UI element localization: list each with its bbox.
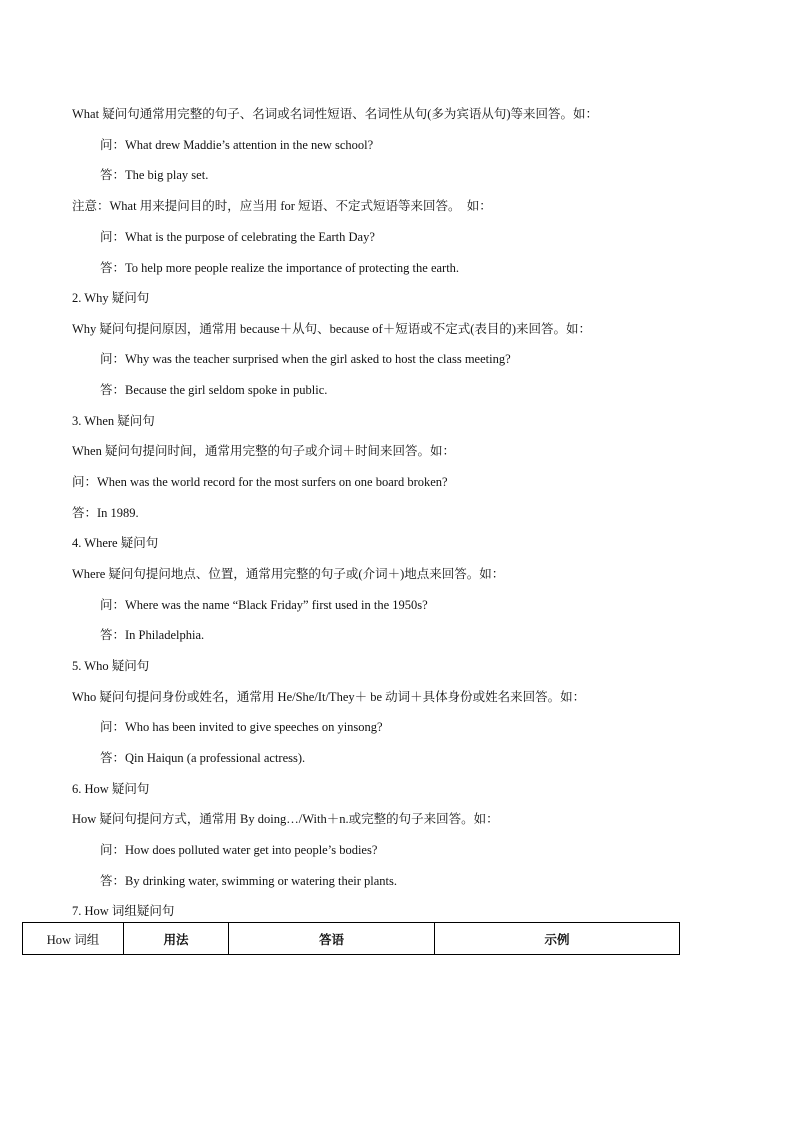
example-answer: 答：In Philadelphia. [100,628,205,642]
section-heading-when: 3. When 疑问句 [72,414,155,428]
paragraph-where-rule: Where 疑问句提问地点、位置，通常用完整的句子或(介词＋)地点来回答。如： [72,567,505,581]
table-header-example: 示例 [435,923,680,955]
table-header-row [23,923,680,955]
example-answer: 答：The big play set. [100,168,209,182]
example-question: 问：Why was the teacher surprised when the girl asked to host the class meeting? [100,352,511,366]
example-answer: 答：In 1989. [72,506,139,520]
table-header-answer: 答语 [229,923,435,955]
example-answer: 答：To help more people realize the importance of protecting the earth. [100,261,460,275]
how-phrase-table [22,922,680,955]
paragraph-how-rule: How 疑问句提问方式，通常用 By doing…/With＋n.或完整的句子来回答。如： [72,812,499,826]
section-heading-how-phrase: 7. How 词组疑问句 [72,904,175,918]
section-heading-how: 6. How 疑问句 [72,782,150,796]
example-question: 问：How does polluted water get into people’s bodies? [100,843,378,857]
section-heading-who: 5. Who 疑问句 [72,659,150,673]
example-question: 问：What is the purpose of celebrating the Earth Day? [100,230,375,244]
example-question: 问：Where was the name “Black Friday” first used in the 1950s? [100,598,428,612]
example-answer: 答：By drinking water, swimming or watering their plants. [100,874,398,888]
example-question: 问：When was the world record for the most surfers on one board broken? [72,475,448,489]
example-answer: 答：Because the girl seldom spoke in public. [100,383,328,397]
example-question: 问：What drew Maddie’s attention in the new school? [100,138,374,152]
paragraph-what-rule: What 疑问句通常用完整的句子、名词或名词性短语、名词性从句(多为宾语从句)等来回答。如： [72,107,599,121]
table-header-how-phrase: How 词组 [23,923,124,955]
paragraph-who-rule: Who 疑问句提问身份或姓名，通常用 He/She/It/They＋ be 动词＋具体身份或姓名来回答。如： [72,690,586,704]
paragraph-note: 注意：What 用来提问目的时，应当用 for 短语、不定式短语等来回答。 如： [72,199,492,213]
paragraph-why-rule: Why 疑问句提问原因，通常用 because＋从句、because of＋短语或不定式(表目的)来回答。如： [72,322,592,336]
section-heading-why: 2. Why 疑问句 [72,291,150,305]
paragraph-when-rule: When 疑问句提问时间，通常用完整的句子或介词＋时间来回答。如： [72,444,455,458]
example-question: 问：Who has been invited to give speeches on yinsong? [100,720,383,734]
table-header-usage: 用法 [124,923,229,955]
section-heading-where: 4. Where 疑问句 [72,536,159,550]
example-answer: 答：Qin Haiqun (a professional actress). [100,751,306,765]
